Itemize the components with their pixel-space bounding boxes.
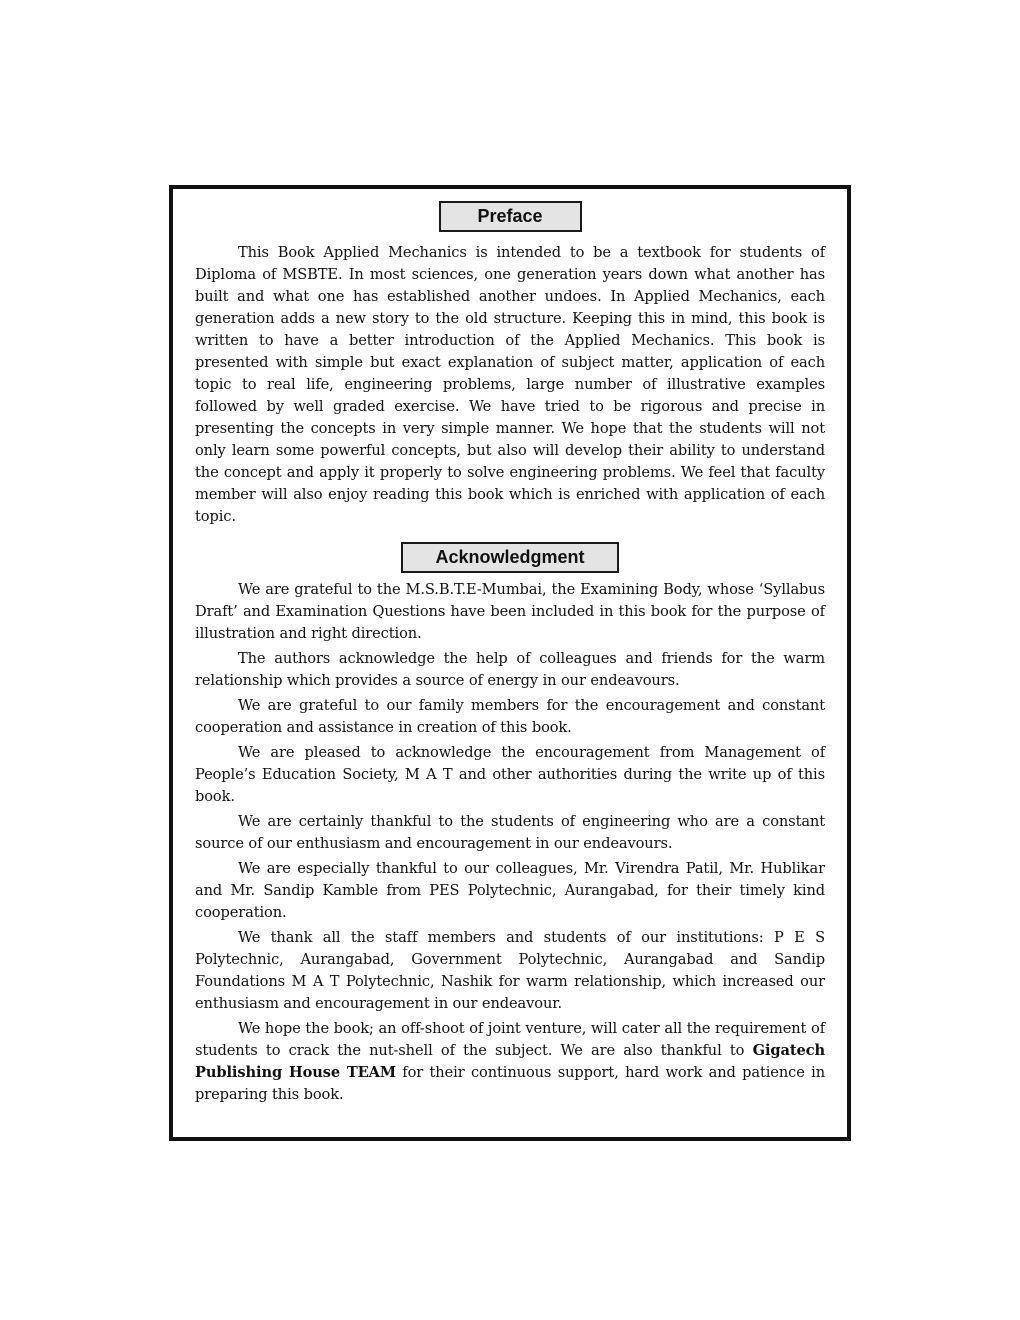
ack-paragraph: We are pleased to acknowledge the encouragement from Management of People’s Education Society, M A T and other authorities during the write up of this book. bbox=[195, 744, 825, 805]
acknowledgment-heading-wrap bbox=[195, 528, 825, 573]
ack-final-paragraph bbox=[195, 1018, 825, 1106]
ack-final-text-end: for their continuous support, hard work and patience in preparing this book. bbox=[195, 1064, 825, 1103]
ack-paragraph: The authors acknowledge the help of colleagues and friends for the warm relationship which provides a source of energy in our endeavours. bbox=[195, 650, 825, 689]
page-border-frame bbox=[169, 185, 851, 1141]
preface-paragraph: This Book Applied Mechanics is intended to be a textbook for students of Diploma of MSBTE. In most sciences, one generation years down what another has built and what one has established another undoes. In Applied Mechanics, each generation adds a new story to the old structure. Keeping this in mind, this book is written to have a better introduction of the Applied Mechanics. This book is presented with simple but exact explanation of subject matter, application of each topic to real life, engineering problems, large number of illustrative examples followed by well graded exercise. We have tried to be rigorous and precise in presenting the concepts in very simple manner. We hope that the students will not only learn some powerful concepts, but also will develop their ability to understand the concept and apply it properly to solve engineering problems. We feel that faculty member will also enjoy reading this book which is enriched with application of each topic. bbox=[195, 244, 825, 525]
preface-heading: Preface bbox=[439, 201, 582, 232]
publisher-name: Gigatech Publishing House TEAM bbox=[195, 1042, 825, 1081]
ack-paragraph: We are grateful to the M.S.B.T.E-Mumbai, the Examining Body, whose ‘Syllabus Draft’ and Examination Questions have been included in this book for the purpose of illustration and right direction. bbox=[195, 581, 825, 642]
page-content bbox=[195, 189, 825, 1109]
ack-paragraph: We are especially thankful to our colleagues, Mr. Virendra Patil, Mr. Hublikar and Mr. Sandip Kamble from PES Polytechnic, Aurangabad, for their timely kind cooperation. bbox=[195, 860, 825, 921]
ack-paragraph: We thank all the staff members and students of our institutions: P E S Polytechnic, Aurangabad, Government Polytechnic, Aurangabad and Sandip Foundations M A T Polytechnic, Nashik for warm relationship, which increased our enthusiasm and encouragement in our endeavour. bbox=[195, 929, 825, 1012]
ack-final-text-start: We hope the book; an off-shoot of joint venture, will cater all the requirement of students to crack the nut-shell of the subject. We are also thankful to bbox=[195, 1020, 825, 1059]
ack-paragraph: We are grateful to our family members for the encouragement and constant cooperation and assistance in creation of this book. bbox=[195, 697, 825, 736]
acknowledgment-section bbox=[195, 579, 825, 1106]
preface-heading-wrap bbox=[195, 189, 825, 232]
acknowledgment-heading: Acknowledgment bbox=[401, 542, 619, 573]
ack-paragraph: We are certainly thankful to the students of engineering who are a constant source of our enthusiasm and encouragement in our endeavours. bbox=[195, 813, 825, 852]
